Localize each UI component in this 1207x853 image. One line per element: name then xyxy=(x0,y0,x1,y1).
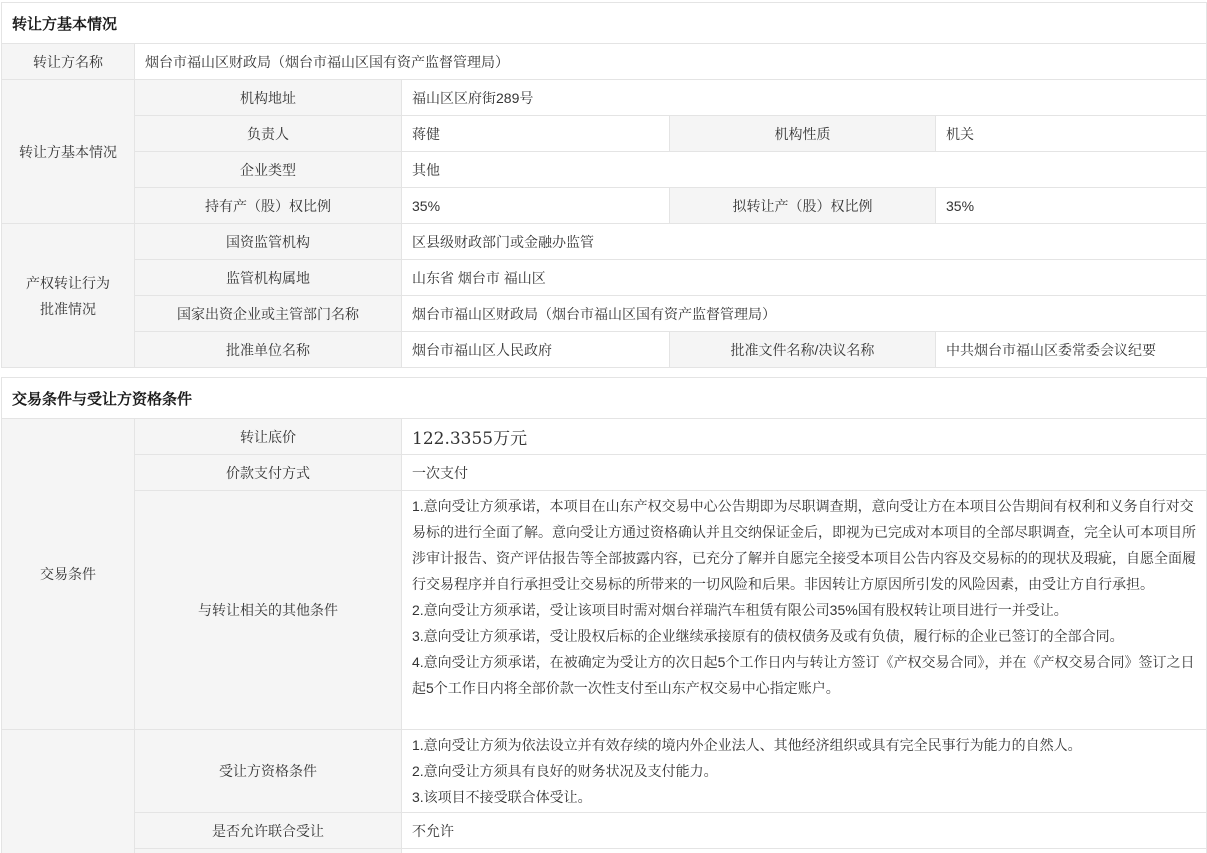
next-row-value-cell xyxy=(402,849,1207,853)
other-condition-item: 2.意向受让方须承诺，受让该项目时需对烟台祥瑞汽车租赁有限公司35%国有股权转让项目进行一并受让。 xyxy=(412,602,1068,618)
qualification-item: 1.意向受让方须为依法设立并有效存续的境内外企业法人、其他经济组织或具有完全民事行为能力的自然人。 xyxy=(412,737,1082,753)
other-condition-item: 4.意向受让方须承诺，在被确定为受让方的次日起5个工作日内与转让方签订《产权交易合同》，并在《产权交易合同》签订之日起5个工作日内将全部价款一次性支付至山东产权交易中心指定账户。 xyxy=(412,654,1195,696)
payment-method-label: 价款支付方式 xyxy=(135,455,402,491)
qualification-item: 3.该项目不接受联合体受让。 xyxy=(412,789,592,805)
transferor-name-value: 烟台市福山区财政局（烟台市福山区国有资产监督管理局） xyxy=(135,44,1207,80)
qualification-group-cell xyxy=(2,730,135,853)
state-enterprise-value: 烟台市福山区财政局（烟台市福山区国有资产监督管理局） xyxy=(402,296,1207,332)
regulator-value: 区县级财政部门或金融办监管 xyxy=(402,224,1207,260)
transfer-ratio-value: 35% xyxy=(936,188,1207,224)
qualification-label: 受让方资格条件 xyxy=(135,730,402,813)
regulator-region-value: 山东省 烟台市 福山区 xyxy=(402,260,1207,296)
regulator-region-label: 监管机构属地 xyxy=(135,260,402,296)
other-condition-item: 3.意向受让方须承诺，受让股权后标的企业继续承接原有的债权债务及或有负债，履行标的企业已签订的全部合同。 xyxy=(412,628,1124,644)
other-conditions-label: 与转让相关的其他条件 xyxy=(135,491,402,730)
joint-transfer-value: 不允许 xyxy=(402,813,1207,849)
transfer-ratio-label: 拟转让产（股）权比例 xyxy=(670,188,936,224)
holding-ratio-label: 持有产（股）权比例 xyxy=(135,188,402,224)
principal-value: 蒋健 xyxy=(402,116,670,152)
qualification-item: 2.意向受让方须具有良好的财务状况及支付能力。 xyxy=(412,763,718,779)
regulator-label: 国资监管机构 xyxy=(135,224,402,260)
enterprise-type-value: 其他 xyxy=(402,152,1207,188)
trade-conditions-table xyxy=(1,377,1207,853)
other-condition-item: 1.意向受让方须承诺，本项目在山东产权交易中心公告期即为尽职调查期，意向受让方在本项目公告期间有权利和义务自行对交易标的进行全面了解。意向受让方通过资格确认并且交纳保证金后，即视为已完成对本项目的全部尽职调查，完全认可本项目所涉审计报告、资产评估报告等全部披露内容，已充分了解并自愿完全接受本项目公告内容及交易标的的现状及瑕疵，自愿全面履行交易程序并自行承担受让交易标的所带来的一切风险和后果。非因转让方原因所引发的风险因素，由受让方自行承担。 xyxy=(412,498,1196,592)
approval-doc-label: 批准文件名称/决议名称 xyxy=(670,332,936,368)
approval-group-label xyxy=(2,224,135,368)
other-conditions-value xyxy=(402,491,1207,730)
payment-method-value: 一次支付 xyxy=(402,455,1207,491)
approval-group-label-line1: 产权转让行为 xyxy=(26,274,110,291)
basic-info-group-label: 转让方基本情况 xyxy=(2,80,135,224)
transferor-name-label: 转让方名称 xyxy=(2,44,135,80)
floor-price-label: 转让底价 xyxy=(135,419,402,455)
section-title-trade-conditions: 交易条件与受让方资格条件 xyxy=(2,378,1207,419)
section-title-transferor-basic: 转让方基本情况 xyxy=(2,3,1207,44)
trade-conditions-group-label: 交易条件 xyxy=(2,419,135,730)
floor-price-value: 122.3355万元 xyxy=(402,419,1207,455)
org-nature-label: 机构性质 xyxy=(670,116,936,152)
approval-unit-value: 烟台市福山区人民政府 xyxy=(402,332,670,368)
org-nature-value: 机关 xyxy=(936,116,1207,152)
transferor-basic-table xyxy=(1,2,1207,368)
qualification-value xyxy=(402,730,1207,813)
holding-ratio-value: 35% xyxy=(402,188,670,224)
approval-doc-value: 中共烟台市福山区委常委会议纪要 xyxy=(936,332,1207,368)
principal-label: 负责人 xyxy=(135,116,402,152)
address-label: 机构地址 xyxy=(135,80,402,116)
approval-group-label-line2: 批准情况 xyxy=(40,300,96,317)
state-enterprise-label: 国家出资企业或主管部门名称 xyxy=(135,296,402,332)
other-conditions-text xyxy=(412,493,1196,727)
next-row-label-cell xyxy=(135,849,402,853)
joint-transfer-label: 是否允许联合受让 xyxy=(135,813,402,849)
qualification-text xyxy=(412,732,1196,810)
enterprise-type-label: 企业类型 xyxy=(135,152,402,188)
address-value: 福山区区府街289号 xyxy=(402,80,1207,116)
approval-unit-label: 批准单位名称 xyxy=(135,332,402,368)
